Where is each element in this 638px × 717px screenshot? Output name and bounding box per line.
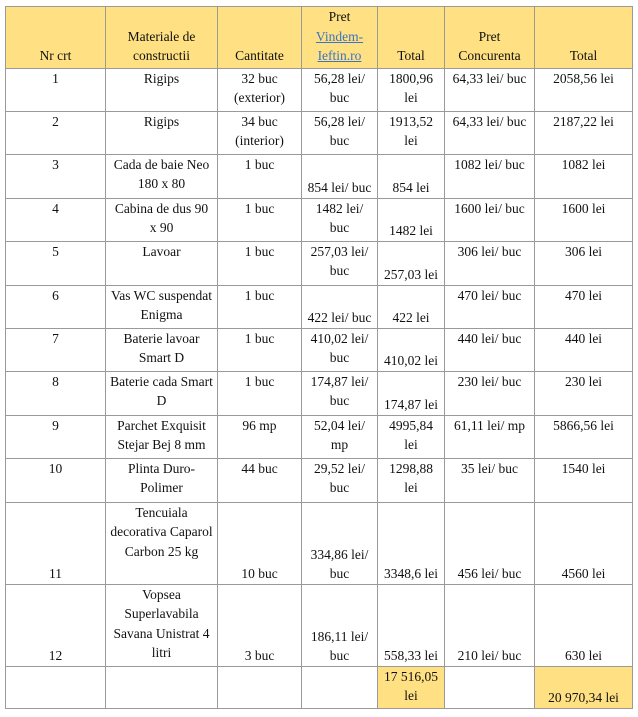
header-price-label: Pret (328, 9, 351, 24)
cell-nr: 4 (6, 198, 106, 241)
table-row (6, 458, 633, 502)
cell-nr: 6 (6, 285, 106, 328)
cell-competitor-price: 1600 lei/ buc (445, 198, 535, 241)
empty-cell (302, 666, 378, 708)
cell-competitor-price: 61,11 lei/ mp (445, 415, 535, 458)
cell-total: 1800,96 lei (378, 68, 445, 111)
cell-total: 4995,84 lei (378, 415, 445, 458)
table-body (6, 68, 633, 708)
cell-competitor-price: 230 lei/ buc (445, 371, 535, 415)
empty-cell (6, 666, 106, 708)
cell-competitor-total: 440 lei (535, 328, 633, 371)
cell-quantity: 1 buc (218, 154, 302, 198)
header-price (302, 7, 378, 69)
cell-material: Vopsea Superlavabila Savana Unistrat 4 litri (106, 584, 218, 666)
cell-quantity: 34 buc (interior) (218, 111, 302, 154)
cell-total: 854 lei (378, 154, 445, 198)
cell-price: 422 lei/ buc (302, 285, 378, 328)
cell-total: 1913,52 lei (378, 111, 445, 154)
cell-quantity: 1 buc (218, 285, 302, 328)
cell-price: 52,04 lei/ mp (302, 415, 378, 458)
price-comparison-table (5, 6, 633, 709)
cell-price: 854 lei/ buc (302, 154, 378, 198)
cell-quantity: 32 buc (exterior) (218, 68, 302, 111)
cell-nr: 1 (6, 68, 106, 111)
cell-competitor-price: 35 lei/ buc (445, 458, 535, 502)
cell-material: Parchet Exquisit Stejar Bej 8 mm (106, 415, 218, 458)
cell-material: Vas WC suspendat Enigma (106, 285, 218, 328)
cell-competitor-total: 2058,56 lei (535, 68, 633, 111)
cell-competitor-price: 64,33 lei/ buc (445, 111, 535, 154)
cell-total: 1482 lei (378, 198, 445, 241)
table-row (6, 415, 633, 458)
cell-nr: 2 (6, 111, 106, 154)
header-materials: Materiale de constructii (106, 7, 218, 69)
header-row (6, 7, 633, 69)
cell-material: Baterie cada Smart D (106, 371, 218, 415)
empty-cell (218, 666, 302, 708)
cell-quantity: 10 buc (218, 502, 302, 584)
cell-competitor-total: 5866,56 lei (535, 415, 633, 458)
cell-price: 56,28 lei/ buc (302, 68, 378, 111)
table-row (6, 154, 633, 198)
cell-nr: 12 (6, 584, 106, 666)
header-competitor-total: Total (535, 7, 633, 69)
cell-material: Plinta Duro-Polimer (106, 458, 218, 502)
grand-total-competitor: 20 970,34 lei (535, 666, 633, 708)
cell-material: Baterie lavoar Smart D (106, 328, 218, 371)
vindem-ieftin-link[interactable]: Vindem-Ieftin.ro (315, 28, 364, 63)
cell-material: Tencuiala decorativa Caparol Carbon 25 kg (106, 502, 218, 584)
cell-quantity: 1 buc (218, 198, 302, 241)
empty-cell (445, 666, 535, 708)
cell-competitor-total: 4560 lei (535, 502, 633, 584)
grand-total-ours: 17 516,05 lei (378, 666, 445, 708)
cell-material: Cabina de dus 90 x 90 (106, 198, 218, 241)
cell-total: 3348,6 lei (378, 502, 445, 584)
cell-nr: 10 (6, 458, 106, 502)
table-row (6, 198, 633, 241)
table-row (6, 328, 633, 371)
cell-nr: 8 (6, 371, 106, 415)
cell-competitor-price: 210 lei/ buc (445, 584, 535, 666)
table-row (6, 241, 633, 285)
cell-nr: 11 (6, 502, 106, 584)
cell-total: 422 lei (378, 285, 445, 328)
cell-price: 29,52 lei/ buc (302, 458, 378, 502)
cell-material: Rigips (106, 111, 218, 154)
cell-quantity: 1 buc (218, 371, 302, 415)
cell-total: 410,02 lei (378, 328, 445, 371)
cell-competitor-total: 470 lei (535, 285, 633, 328)
cell-quantity: 1 buc (218, 241, 302, 285)
cell-competitor-price: 470 lei/ buc (445, 285, 535, 328)
cell-total: 174,87 lei (378, 371, 445, 415)
cell-material: Cada de baie Neo 180 x 80 (106, 154, 218, 198)
cell-competitor-total: 230 lei (535, 371, 633, 415)
table-row (6, 68, 633, 111)
cell-price: 257,03 lei/ buc (302, 241, 378, 285)
cell-competitor-total: 306 lei (535, 241, 633, 285)
cell-quantity: 44 buc (218, 458, 302, 502)
header-competitor-price: Pret Concurenta (445, 7, 535, 69)
cell-competitor-total: 1540 lei (535, 458, 633, 502)
totals-row (6, 666, 633, 708)
header-quantity: Cantitate (218, 7, 302, 69)
table-row (6, 111, 633, 154)
cell-price: 410,02 lei/ buc (302, 328, 378, 371)
cell-nr: 7 (6, 328, 106, 371)
cell-total: 257,03 lei (378, 241, 445, 285)
table-row (6, 584, 633, 666)
cell-price: 1482 lei/ buc (302, 198, 378, 241)
cell-competitor-price: 64,33 lei/ buc (445, 68, 535, 111)
cell-nr: 5 (6, 241, 106, 285)
cell-material: Lavoar (106, 241, 218, 285)
empty-cell (106, 666, 218, 708)
cell-quantity: 3 buc (218, 584, 302, 666)
cell-price: 186,11 lei/ buc (302, 584, 378, 666)
cell-quantity: 96 mp (218, 415, 302, 458)
cell-quantity: 1 buc (218, 328, 302, 371)
cell-competitor-total: 1600 lei (535, 198, 633, 241)
cell-competitor-price: 440 lei/ buc (445, 328, 535, 371)
cell-competitor-price: 1082 lei/ buc (445, 154, 535, 198)
cell-competitor-total: 2187,22 lei (535, 111, 633, 154)
cell-competitor-total: 1082 lei (535, 154, 633, 198)
cell-nr: 9 (6, 415, 106, 458)
cell-total: 1298,88 lei (378, 458, 445, 502)
cell-price: 334,86 lei/ buc (302, 502, 378, 584)
cell-nr: 3 (6, 154, 106, 198)
header-nr: Nr crt (6, 7, 106, 69)
cell-material: Rigips (106, 68, 218, 111)
cell-price: 174,87 lei/ buc (302, 371, 378, 415)
table-row (6, 502, 633, 584)
header-total: Total (378, 7, 445, 69)
table-row (6, 285, 633, 328)
cell-competitor-price: 306 lei/ buc (445, 241, 535, 285)
cell-competitor-total: 630 lei (535, 584, 633, 666)
cell-total: 558,33 lei (378, 584, 445, 666)
cell-price: 56,28 lei/ buc (302, 111, 378, 154)
cell-competitor-price: 456 lei/ buc (445, 502, 535, 584)
table-row (6, 371, 633, 415)
